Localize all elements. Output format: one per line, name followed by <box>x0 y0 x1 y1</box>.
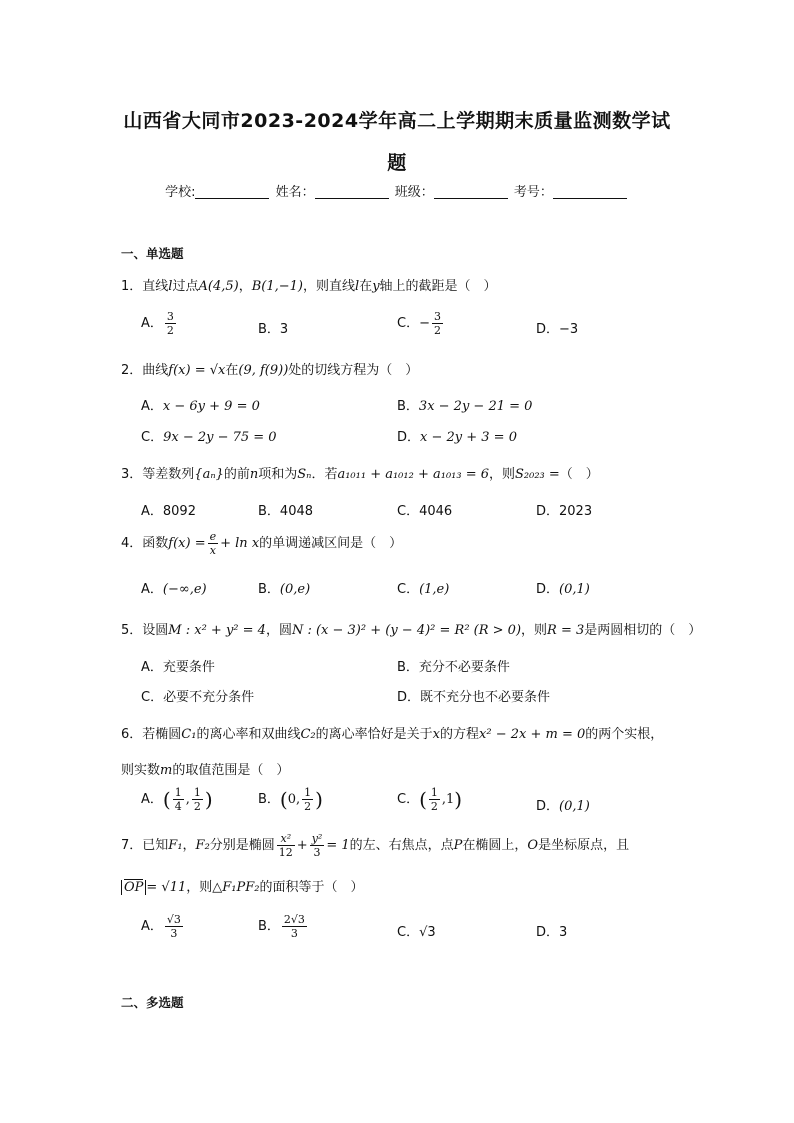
exam-no-label: 考号： <box>513 185 553 200</box>
question-6: 6．若椭圆C₁的离心率和双曲线C₂的离心率恰好是关于x的方程x² − 2x + m = 0的两个实根， <box>121 727 664 742</box>
question-3: 3．等差数列{aₙ}的前n项和为Sₙ．若a₁₀₁₁ + a₁₀₁₂ + a₁₀₁₃ = 6，则S₂₀₂₃ =（ ） <box>121 467 599 482</box>
question-7-line2: OP = √11，则△F₁PF₂的面积等于（ ） <box>121 876 364 895</box>
school-label: 学校: <box>165 185 196 200</box>
q5-option-a[interactable]: A．充要条件 <box>141 660 215 675</box>
q3-option-a[interactable]: A．8092 <box>141 504 196 519</box>
question-5: 5．设圆M : x² + y² = 4，圆N : (x − 3)² + (y − 4)² = R² (R > 0)，则R = 3是两圆相切的（ ） <box>121 623 702 638</box>
q3-option-b[interactable]: B．4048 <box>258 504 314 519</box>
question-6-line2: 则实数m的取值范围是（ ） <box>121 763 290 778</box>
question-1: 1．直线l过点A(4,5)，B(1,−1)，则直线l在y轴上的截距是（ ） <box>121 279 497 294</box>
q1-option-a[interactable]: A． $\frac{3}{2}$ <box>141 310 174 337</box>
q5-option-d[interactable]: D．既不充分也不必要条件 <box>397 690 551 705</box>
name-label: 姓名： <box>275 185 315 200</box>
q2-option-d[interactable]: D．x − 2y + 3 = 0 <box>397 430 517 445</box>
school-blank <box>195 185 269 199</box>
q6-option-d[interactable]: D．(0,1) <box>536 799 590 814</box>
q4-option-d[interactable]: D．(0,1) <box>536 582 590 597</box>
q4-option-c[interactable]: C．(1,e) <box>397 582 450 597</box>
q6-option-c[interactable]: C．( $\frac{1}{2}$ ,1) <box>397 786 463 813</box>
question-2: 2．曲线f(x) = √x在(9, f(9))处的切线方程为（ ） <box>121 363 419 378</box>
q1-option-d[interactable]: D．−3 <box>536 322 579 337</box>
section-multi-choice: 二、多选题 <box>121 995 184 1010</box>
name-blank <box>315 185 389 199</box>
q3-option-d[interactable]: D．2023 <box>536 504 593 519</box>
q1-option-c[interactable]: C．− $\frac{3}{2}$ <box>397 310 441 337</box>
q5-option-c[interactable]: C．必要不充分条件 <box>141 690 255 705</box>
q7-option-c[interactable]: C．√3 <box>397 925 436 940</box>
question-7: 7．已知F₁，F₂分别是椭圆 $\frac{\text{x²}}{12}$ + $\frac{\text{y²}}{3}$ = 1的左、右焦点，点P在椭圆上，O是坐标原点，且 <box>121 832 630 859</box>
q6-option-a[interactable]: A．( $\frac{1}{4}$ , $\frac{1}{2}$ ) <box>141 786 213 813</box>
q2-option-c[interactable]: C．9x − 2y − 75 = 0 <box>141 430 277 445</box>
student-info-row <box>0 181 794 200</box>
class-blank <box>434 185 508 199</box>
q2-option-b[interactable]: B．3x − 2y − 21 = 0 <box>397 399 533 414</box>
q6-option-b[interactable]: B．(0, $\frac{1}{2}$ ) <box>258 786 323 813</box>
q5-option-b[interactable]: B．充分不必要条件 <box>397 660 510 675</box>
exam-no-blank <box>553 185 627 199</box>
question-4: 4．函数f(x) = $\frac{e}{x}$ + ln x的单调递减区间是（ ） <box>121 530 403 557</box>
section-single-choice: 一、单选题 <box>121 246 184 261</box>
q1-option-b[interactable]: B．3 <box>258 322 289 337</box>
class-label: 班级： <box>394 185 434 200</box>
q7-option-b[interactable]: B． $\frac{2√3}{3}$ <box>258 913 305 940</box>
page-title-line1: 山西省大同市2023-2024学年高二上学期期末质量监测数学试 <box>123 110 671 132</box>
q2-option-a[interactable]: A．x − 6y + 9 = 0 <box>141 399 260 414</box>
q3-option-c[interactable]: C．4046 <box>397 504 453 519</box>
q7-option-d[interactable]: D．3 <box>536 925 568 940</box>
q4-option-a[interactable]: A．(−∞,e) <box>141 582 207 597</box>
page-title-line2: 题 <box>387 152 407 174</box>
q7-option-a[interactable]: A． $\frac{√3}{3}$ <box>141 913 181 940</box>
q4-option-b[interactable]: B．(0,e) <box>258 582 311 597</box>
